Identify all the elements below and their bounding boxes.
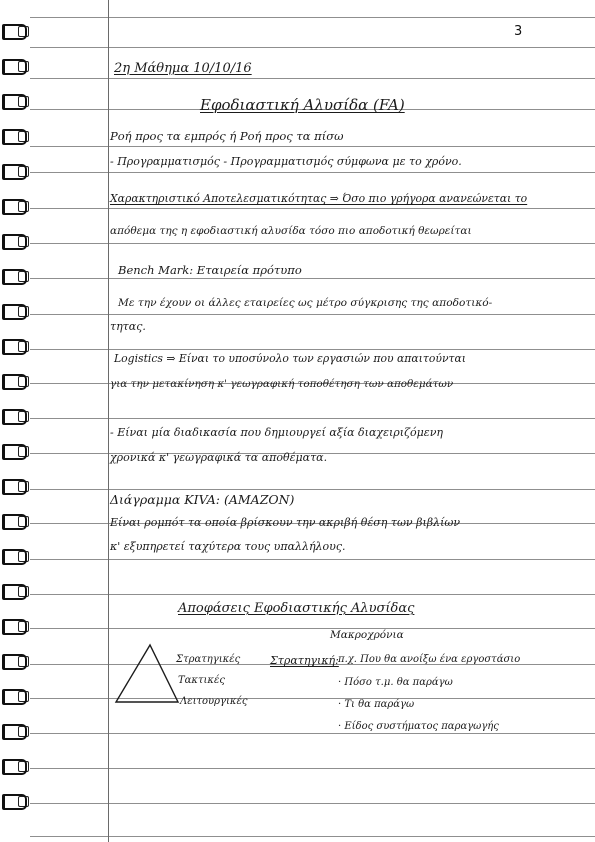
triangle-shape [116,645,178,702]
spiral-ring [0,478,30,493]
note-line-13: Είναι ρομπότ τα οποία βρίσκουν την ακριβή θέση των βιβλίων [110,516,461,529]
note-line-1: Ροή προς τα εμπρός ή Ροή προς τα πίσω [110,129,344,143]
ruled-line [30,47,595,48]
spiral-ring [0,268,30,283]
spiral-ring [0,128,30,143]
note-line-7: τητας. [110,320,146,333]
page-title: Εφοδιαστική Αλυσίδα (FA) [200,96,405,114]
note-line-5: Bench Mark: Εταιρεία πρότυπο [118,263,302,277]
spiral-ring [0,618,30,633]
note-line-2: - Προγραμματισμός - Προγραμματισμός σύμφωνα με το χρόνο. [110,155,462,168]
strategy-bullet: · Είδος συστήματος παραγωγής [338,721,499,732]
spiral-ring [0,443,30,458]
ruled-line [30,314,595,315]
note-line-6: Με την έχουν οι άλλες εταιρείες ως μέτρο σύγκρισης της αποδοτικό- [118,297,493,309]
spiral-ring [0,303,30,318]
spiral-ring [0,93,30,108]
spiral-ring [0,793,30,808]
triangle-label-operational: Λειτουργικές [180,696,248,707]
ruled-line [30,349,595,350]
ruled-line [30,628,595,629]
note-line-10: - Είναι μία διαδικασία που δημιουργεί αξία διαχειριζόμενη [110,426,443,439]
ruled-line [30,489,595,490]
ruled-line [30,594,595,595]
spiral-ring [0,408,30,423]
note-line-12: Διάγραμμα KIVA: (AMAZON) [110,492,295,507]
section-title: Αποφάσεις Εφοδιαστικής Αλυσίδας [178,601,415,616]
note-line-3: Χαρακτηριστικό Αποτελεσματικότητας ⇒ Όσο πιο γρήγορα ανανεώνεται το [110,192,528,205]
page-number: 3 [514,24,523,39]
spiral-ring [0,23,30,38]
ruled-line [30,733,595,734]
note-line-11: χρονικά κ' γεωγραφικά τα αποθέματα. [110,451,328,464]
spiral-ring [0,373,30,388]
note-line-8: Logistics ⇒ Είναι το υποσύνολο των εργασιών που απαιτούνται [114,352,467,365]
ruled-line [30,208,595,209]
note-line-9: για την μετακίνηση κ' γεωγραφική τοποθέτηση των αποθεμάτων [110,378,454,390]
note-line-4: απόθεμα της η εφοδιαστική αλυσίδα τόσο πιο αποδοτική θεωρείται [110,225,472,237]
ruled-line [30,559,595,560]
strategy-bullet: π.χ. Που θα ανοίξω ένα εργοστάσιο [338,654,521,665]
spiral-ring [0,163,30,178]
strategy-bullet: · Τι θα παράγω [338,699,415,710]
triangle-diagram [112,640,182,704]
spiral-ring [0,548,30,563]
spiral-ring [0,513,30,528]
spiral-ring [0,583,30,598]
spiral-ring [0,233,30,248]
ruled-line [30,146,595,147]
date-line: 2η Μάθημα 10/10/16 [114,61,252,76]
ruled-line [30,803,595,804]
spiral-ring [0,58,30,73]
margin-line [108,0,109,842]
spiral-ring [0,198,30,213]
strategy-label: Στρατηγική: [270,654,339,667]
triangle-label-tactical: Τακτικές [178,675,225,686]
ruled-line [30,836,595,837]
spiral-ring [0,723,30,738]
triangle-label-strategic: Στρατηγικές [176,654,241,665]
macro-label: Μακροχρόνια [330,629,404,641]
spiral-ring [0,688,30,703]
note-line-14: κ' εξυπηρετεί ταχύτερα τους υπαλλήλους. [110,540,346,553]
ruled-line [30,418,595,419]
spiral-ring [0,653,30,668]
spiral-ring [0,758,30,773]
ruled-line [30,243,595,244]
ruled-line [30,78,595,79]
spiral-ring [0,338,30,353]
ruled-line [30,768,595,769]
strategy-bullet: · Πόσο τ.μ. θα παράγω [338,677,453,688]
ruled-line [30,17,595,18]
ruled-line [30,172,595,173]
ruled-line [30,278,595,279]
